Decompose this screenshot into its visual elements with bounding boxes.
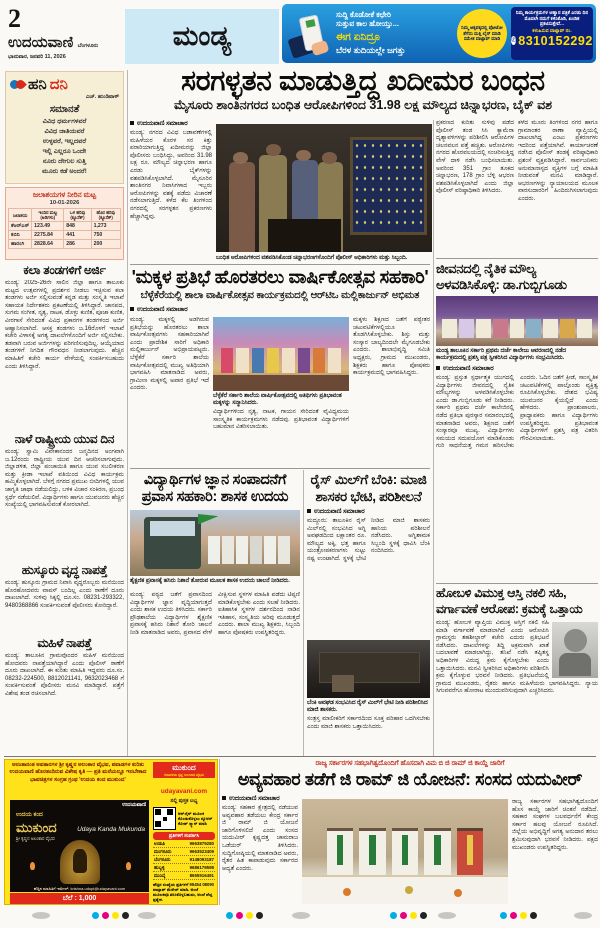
story5-caption: ಬೆಂಕಿ ಅವಘಡ ಸಂಭವಿಸಿದ ರೈಸ್ ಮಿಲ್‌ಗೆ ಭೇಟಿ ನೀಡಿ ಪರಿಶೀಲಿಸಿದ ಮಾಜಿ ಶಾಸಕರು. bbox=[307, 700, 428, 713]
story2-colD: ವಿದ್ಯಾರ್ಥಿಗಳಿಂದ ನೃತ್ಯ, ನಾಟಕ, ಗಾಯನ ಸೇರಿದಂತೆ ವೈವಿಧ್ಯಮಯ ಸಾಂಸ್ಕೃತಿಕ ಕಾರ್ಯಕ್ರಮಗಳು ನಡೆದವು. ಪ್ರತಿಭಾವಂತ ವಿದ್ಯಾರ್ಥಿಗಳಿಗೆ ಬಹುಮಾನ ವಿತರಿಸಲಾಯಿತು. bbox=[213, 409, 349, 431]
divider bbox=[219, 759, 220, 905]
mukunda-ad bbox=[4, 759, 218, 905]
list-item: ಬೆಂಗಳೂರು 9148093187 bbox=[154, 857, 214, 862]
left-news-headline-2: ನಾಳೆ ರಾಷ್ಟ್ರೀಯ ಯುವ ದಿನ bbox=[14, 432, 115, 446]
masthead-edition: ಬೆಂಗಳೂರು bbox=[77, 43, 99, 49]
left-news-body-1: ಮಂಡ್ಯ: 2025-26ನೇ ಸಾಲಿನ ಜಿಲ್ಲಾ ಹಾಗೂ ತಾಲೂಕು ಮಟ್ಟದ ಉತ್ಸವಗಳಲ್ಲಿ ಪ್ರದರ್ಶನ ನೀಡಲು ಇಚ್ಛಿಸುವ ಕಲಾ ತಂಡಗಳು ಅರ್ಜಿ ಸಲ್ಲಿಸುವಂತೆ ಕನ್ನಡ ಮತ್ತು ಸಂಸ್ಕೃತಿ ಇಲಾಖೆ ಸಹಾಯಕ ನಿರ್ದೇಶಕರು ಪ್ರಕಟಣೆಯಲ್ಲಿ ತಿಳಿಸಿದ್ದಾರೆ. ಜಾನಪದ, ಸುಗಮ ಸಂಗೀತ, ನೃತ್ಯ, ನಾಟಕ, ಡೊಳ್ಳು ಕುಣಿತ, ಪೂಜಾ ಕುಣಿತ, ವೀರಗಾಸೆ ಸೇರಿದಂತೆ ವಿವಿಧ ಪ್ರಕಾರಗಳ ತಂಡಗಳಿಂದ ಅರ್ಜಿ ಆಹ್ವಾನಿಸಲಾಗಿದೆ. ಆಸಕ್ತ ತಂಡಗಳು ಜ.16ರೊಳಗೆ ಇಲಾಖೆ ಕಚೇರಿ ವಿಳಾಸಕ್ಕೆ ಅಗತ್ಯ ದಾಖಲೆಗಳೊಂದಿಗೆ ಅರ್ಜಿ ಸಲ್ಲಿಸಬೇಕು. ತಡವಾಗಿ ಬರುವ ಅರ್ಜಿಗಳನ್ನು ಪರಿಗಣಿಸುವುದಿಲ್ಲ. ಆಯ್ಕೆಯಾದ ತಂಡಗಳಿಗೆ ನಿಗದಿತ ಗೌರವಧನ ನೀಡಲಾಗುವುದು. ಹೆಚ್ಚಿನ ಮಾಹಿತಿಗೆ ಕಚೇರಿ ಕಾರ್ಯ ವೇಳೆಯಲ್ಲಿ ಸಂಪರ್ಕಿಸಬಹುದು ಎಂದು ತಿಳಿಸಿದ್ದಾರೆ. bbox=[5, 280, 124, 370]
bottom-photo bbox=[302, 799, 508, 904]
top-ad-bubble: ನಿಮ್ಮ ಅಕ್ಕಪಕ್ಕದಲ್ಲಿ ಫೋಟೋ ತೆಗೆದು ಮತ್ತಿ ಲೈನ್ ಮಾಡಿ ಸಮೇತ ವಾಟ್ಸಾಪ್ ಮಾಡಿ bbox=[457, 9, 507, 58]
story5-headline: ರೈಸ್ ಮಿಲ್‌ಗೆ ಬೆಂಕಿ: ಮಾಜಿ ಶಾಸಕರ ಭೇಟಿ, ಪರಿಶೀಲನೆ bbox=[310, 472, 427, 504]
avail-site: udayavani.com bbox=[160, 788, 208, 795]
top-ad-right-label: ಕಳುಹಿಸುವ ವಾಟ್ಸಾಪ್ ನಂ. bbox=[532, 27, 572, 33]
hani-brand-black: ಹನಿ bbox=[28, 76, 47, 93]
divider bbox=[130, 468, 430, 469]
hani-brand-red: ದನಿ bbox=[49, 76, 68, 93]
story2-subhead: ಬೆಳ್ಳೆಕೆರೆಯಲ್ಲಿ ಶಾಲಾ ವಾರ್ಷಿಕೋತ್ಸವ ಕಾರ್ಯಕ್ರಮದಲ್ಲಿ ಆರ್‌ಟಿಒ ಮಲ್ಲಿಕಾರ್ಜುನ್ ಅಭಿಮತ bbox=[140, 290, 420, 301]
hani-dani-box bbox=[5, 71, 124, 184]
top-ad-line1: ಸುದ್ದಿ ಕೊಡೋಕೆ ಕಛೇರಿ bbox=[336, 10, 391, 19]
story3-body: ಮಂಡ್ಯ: ಪ್ರಸ್ತುತ ಸ್ಪರ್ಧಾತ್ಮಕ ಯುಗದಲ್ಲಿ ವಿದ್ಯಾರ್ಥಿಗಳು ಜೀವನದಲ್ಲಿ ನೈತಿಕ ಮೌಲ್ಯಗಳನ್ನು ಅಳವಡಿಸಿಕೊಳ್ಳಬೇಕು ಎಂದು ಡಾ.ಗುಬ್ಬಿಗೂಡು ಕರೆ ನೀಡಿದರು. ಸರ್ಕಾರಿ ಪ್ರಥಮ ದರ್ಜೆ ಕಾಲೇಜಿನಲ್ಲಿ ನಡೆದ ಪ್ರತಿಭಾ ಪುರಸ್ಕಾರ ಸಮಾರಂಭದಲ್ಲಿ ಮಾತನಾಡಿದ ಅವರು, ಶಿಕ್ಷಣದ ಜತೆಗೆ ಸಂಸ್ಕಾರವೂ ಮುಖ್ಯ. ವಿದ್ಯಾರ್ಥಿಗಳು ಸಮಯದ ಸದುಪಯೋಗ ಮಾಡಿಕೊಂಡು ಗುರಿ ಸಾಧನೆಯತ್ತ ಗಮನ ಹರಿಸಬೇಕು ಎಂದರು. ಓದಿನ ಜತೆಗೆ ಕ್ರೀಡೆ, ಸಾಂಸ್ಕೃತಿಕ ಚಟುವಟಿಕೆಗಳಲ್ಲಿ ಪಾಲ್ಗೊಂಡು ವ್ಯಕ್ತಿತ್ವ ರೂಪಿಸಿಕೊಳ್ಳಬೇಕು. ದೇಶದ ಭವಿಷ್ಯ ಯುವಜನರ ಕೈಯಲ್ಲಿದೆ ಎಂದು ಹೇಳಿದರು. ಪ್ರಾಂಶುಪಾಲರು, ಪ್ರಾಧ್ಯಾಪಕರು ಹಾಗೂ ವಿದ್ಯಾರ್ಥಿಗಳು ಉಪಸ್ಥಿತರಿದ್ದರು. ಪ್ರತಿಭಾವಂತ ವಿದ್ಯಾರ್ಥಿಗಳಿಗೆ ಪ್ರಶಸ್ತಿ ಪತ್ರ ವಿತರಿಸಿ ಗೌರವಿಸಲಾಯಿತು. bbox=[436, 375, 598, 450]
bottom-headline: ಅವ್ಯವಹಾರ ತಡೆಗೆ ಜಿ ರಾಮ್ ಜಿ ಯೋಜನೆ: ಸಂಸದ ಯದುವೀರ್ bbox=[237, 769, 583, 789]
bottom-byline: ಉದಯವಾಣಿ ಸಮಾಚಾರ bbox=[222, 795, 280, 803]
divider-bottom bbox=[4, 756, 596, 757]
avail-rest: ನಲ್ಲಿ ಪುಸ್ತಕ ಲಭ್ಯ bbox=[170, 798, 198, 804]
lead-col2: ಪ್ರಕರಣದ ಕುರಿತು ಸುಳಿವು ಪಡೆದ ಪೊಲೀಸ್ ತಂಡ ಸಿಸಿ ಕ್ಯಾಮೆರಾ ದೃಶ್ಯಾವಳಿಗಳನ್ನು ಪರಿಶೀಲಿಸಿ ಆರೋಪಿಗಳ ಚಲನವಲನ ಪತ್ತೆ ಹಚ್ಚಿತು. ಆರೋಪಿಗಳು ನಗರದ ಹೊರವಲಯದಲ್ಲಿ ಸಂಚರಿಸುತ್ತಿದ್ದ ವೇಳೆ ದಾಳಿ ನಡೆಸಿ ಬಂಧಿಸಲಾಯಿತು. ಅವರಿಂದ 351 ಗ್ರಾಂ ತೂಕದ ಚಿನ್ನಾಭರಣ, 178 ಗ್ರಾಂ ಬೆಳ್ಳಿ ಆಭರಣ ವಶಪಡಿಸಿಕೊಳ್ಳಲಾಗಿದೆ ಎಂದು ಜಿಲ್ಲಾ ಪೊಲೀಸ್ ವರಿಷ್ಠಾಧಿಕಾರಿ ತಿಳಿಸಿದರು. bbox=[436, 120, 514, 195]
bulk-note: ಹೆಚ್ಚಿನ ಸಂಖ್ಯೆಯ ಪ್ರತಿಗಳಿಗೆ 95454 08090 ವಾಟ್ಸಾಪ್ ಮೆಸೇಜ್ ಮಾಡಿ. ಅಂಚೆ ಮೂಲಕವೂ ತರಿಸಿಕೊಳ್ಳಬಹುದು, ಅಂಚೆ ವೆಚ್ಚ ಪ್ರತ್ಯೇಕ. bbox=[153, 882, 214, 902]
top-ad-banner bbox=[282, 4, 596, 63]
list-item: ಮಂಗಳೂರು 9663523409 bbox=[154, 849, 214, 854]
side-ad-sub: ಕರಾವಳಿಯ ಕೃಷ್ಣ ಅಲಂಕಾರ ವೈಭವ bbox=[164, 773, 204, 777]
story6-portrait-photo bbox=[552, 622, 598, 678]
left-news-headline-3: ಹುಸ್ಕೂರು ವೃದ್ಧ ನಾಪತ್ತೆ bbox=[21, 563, 108, 577]
masthead-date: ಭಾನುವಾರ, ಜನವರಿ 11, 2026 bbox=[8, 54, 66, 60]
mukunda-side-ad bbox=[153, 762, 215, 903]
masthead-title: ಉದಯವಾಣಿ bbox=[8, 34, 74, 51]
divider bbox=[130, 264, 430, 265]
poem-lines: ವಿವಿಧ ಧರ್ಮಗಳವರೆ ವಿವಿಧ ಜಾತಿಯವರೆ ಉಳ್ಳವರೆ, ಇಲ್ಲದವರೆ ಇಲ್ಲಿ ಎಲ್ಲರೂ ಒಂದೇ ನೂರು ದೇಗುಲ ಸುತ್ತಿ ಮೂರು ಕಡೆ ಅಂದರೆ! bbox=[42, 118, 87, 175]
left-news-body-3: ಮಂಡ್ಯ: ಹುಸ್ಕೂರು ಗ್ರಾಮದ ನಿವಾಸಿ ವೃದ್ಧರೊಬ್ಬರು ಮನೆಯಿಂದ ಹೊರಹೋದವರು ವಾಪಸ್ ಬಂದಿಲ್ಲ ಎಂದು ಠಾಣೆಗೆ ದೂರು ದಾಖಲಾಗಿದೆ. ಸುಳಿವು ಸಿಕ್ಕಲ್ಲಿ ದೂ.ಸಂ. 08231-293322, 9480368866 ಸಂಪರ್ಕಿಸುವಂತೆ ಪೊಲೀಸರು ಕೋರಿದ್ದಾರೆ. bbox=[5, 580, 124, 609]
lead-byline: ಉದಯವಾಣಿ ಸಮಾಚಾರ bbox=[130, 120, 188, 128]
water-table-title: ಜಲಾಶಯಗಳ ನೀರಿನ ಮಟ್ಟ bbox=[32, 190, 97, 199]
phone-hand-icon bbox=[288, 12, 332, 58]
deity-image bbox=[60, 840, 100, 884]
story5-body2: ಸಂತ್ರಸ್ತ ಮಾಲೀಕರಿಗೆ ಸರ್ಕಾರದಿಂದ ಸೂಕ್ತ ಪರಿಹಾರ ಒದಗಿಸಬೇಕು ಎಂದು ಮಾಜಿ ಶಾಸಕರು ಒತ್ತಾಯಿಸಿದರು. bbox=[307, 716, 430, 730]
divider-left-col bbox=[127, 70, 128, 756]
lamp-flame-icon bbox=[126, 862, 131, 870]
story2-headline: 'ಮಕ್ಕಳ ಪ್ರತಿಭೆ ಹೊರತರಲು ವಾರ್ಷಿಕೋತ್ಸವ ಸಹಕಾರಿ' bbox=[131, 267, 429, 287]
story2-photo bbox=[213, 317, 349, 391]
lead-col3: ಕಳೆದ ಮೂರು ತಿಂಗಳಿಂದ ನಗರ ಹಾಗೂ ಗ್ರಾಮಾಂತರ ಠಾಣಾ ವ್ಯಾಪ್ತಿಯಲ್ಲಿ ದಾಖಲಾಗಿದ್ದ ಎಂಟು ಪ್ರಕರಣಗಳು ಇದರಿಂದ ಪತ್ತೆಯಾಗಿವೆ. ಕಾರ್ಯಾಚರಣೆ ನಡೆಸಿದ ಪೊಲೀಸ್ ತಂಡಕ್ಕೆ ವರಿಷ್ಠಾಧಿಕಾರಿ ಪ್ರಶಂಸೆ ವ್ಯಕ್ತಪಡಿಸಿದ್ದಾರೆ. ಸಾರ್ವಜನಿಕರು ಅನುಮಾನಾಸ್ಪದ ವ್ಯಕ್ತಿಗಳ ಬಗ್ಗೆ ಮಾಹಿತಿ ನೀಡುವಂತೆ ಮನವಿ ಮಾಡಿದ್ದಾರೆ. ಆಭರಣಗಳನ್ನು ನ್ಯಾಯಾಲಯದ ಮೂಲಕ ವಾರಸುದಾರರಿಗೆ ಹಿಂದಿರುಗಿಸಲಾಗುವುದು ಎಂದರು. bbox=[518, 120, 598, 202]
lead-col1: ಮಂಡ್ಯ: ನಗರದ ವಿವಿಧ ಬಡಾವಣೆಗಳಲ್ಲಿ ಮಹಿಳೆಯರ ಕೊರಳ ಸರ ಕಿತ್ತು ಪರಾರಿಯಾಗುತ್ತಿದ್ದ ಖದೀಮರನ್ನು ಜಿಲ್ಲಾ ಪೊಲೀಸರು ಬಂಧಿಸಿದ್ದು, ಅವರಿಂದ 31.98 ಲಕ್ಷ ರೂ. ಮೌಲ್ಯದ ಚಿನ್ನಾಭರಣ ಹಾಗೂ ಎರಡು ಬೈಕ್‌ಗಳನ್ನು ವಶಪಡಿಸಿಕೊಳ್ಳಲಾಗಿದೆ. ಮೈಸೂರಿನ ಶಾಂತಿನಗರ ನಿವಾಸಿಗಳಾದ ಇಬ್ಬರು ಆರೋಪಿಗಳನ್ನು ವಶಕ್ಕೆ ಪಡೆದು ವಿಚಾರಣೆ ನಡೆಸಲಾಗುತ್ತಿದೆ. ಕಳೆದ ಕೆಲ ತಿಂಗಳಿಂದ ನಗರದಲ್ಲಿ ಸರಗಳ್ಳತನ ಪ್ರಕರಣಗಳು ಹೆಚ್ಚಾಗಿದ್ದವು. bbox=[130, 130, 212, 220]
price-strip: ಬೆಲೆ : 1,000 bbox=[10, 893, 149, 904]
story5-byline: ಉದಯವಾಣಿ ಸಮಾಚಾರ bbox=[307, 508, 365, 516]
list-item: ಮುಂಬೈ 8655916491 bbox=[154, 873, 214, 878]
top-ad-line3: ಈಗ ಏನಿದ್ರೂ bbox=[336, 31, 381, 43]
poster-sub: ಶ್ರೀ ಕೃಷ್ಣನ ಅಲಂಕಾರ ವೈಭವ bbox=[16, 836, 55, 841]
story3-byline: ಉದಯವಾಣಿ ಸಮಾಚಾರ bbox=[436, 365, 494, 373]
page-number: 2 bbox=[8, 4, 21, 33]
poster-title: ಮುಕುಂದ bbox=[16, 820, 57, 835]
story2-caption: ಬೆಳ್ಳೆಕೆರೆ ಸರ್ಕಾರಿ ಶಾಲೆಯ ವಾರ್ಷಿಕೋತ್ಸವದಲ್ಲಿ ಅತಿಥಿಗಳು ಪ್ರತಿಭಾವಂತ ಮಕ್ಕಳನ್ನು ಸನ್ಮಾನಿಸಿದರು. bbox=[213, 393, 342, 406]
list-item: ಉಡುಪಿ 9663879280 bbox=[154, 841, 214, 846]
left-news-headline-1: ಕಲಾ ತಂಡಗಳಿಗೆ ಅರ್ಜಿ bbox=[23, 263, 106, 277]
top-ad-right-text: ನಿಮ್ಮ ಕಾರ್ಯಕ್ರಮಗಳ ಆಹ್ವಾನ ಪತ್ರಿಕೆ ಎರಡು ದಿನ ಮೊದಲೇ ನಮಗೆ ಕಳಿಸಿಕೊಡಿ, ಖಂಡಿತ ಪ್ರಕಟಿಸುತ್ತೇವೆ... bbox=[515, 10, 589, 27]
masthead-block bbox=[8, 6, 123, 61]
story6-body-wrap: ಮಂಡ್ಯ: ಹೋಬಳಿ ವ್ಯಾಪ್ತಿಯ ವಿಮುಕ್ತ ಆಸ್ತಿಗೆ ನಕಲಿ ಸಹಿ ಮಾಡಿ ವರ್ಗಾವಣೆ ಮಾಡಲಾಗಿದೆ ಎಂದು ಆರೋಪಿಸಿ ಗ್ರಾಮಸ್ಥರು ತಹಶೀಲ್ದಾರ್ ಕಚೇರಿ ಎದುರು ಪ್ರತಿಭಟನೆ ನಡೆಸಿದರು. ದಾಖಲೆಗಳನ್ನು ತಿದ್ದಿ ಅಕ್ರಮವಾಗಿ ಖಾತೆ ಬದಲಾವಣೆ ಮಾಡಲಾಗಿದ್ದು, ತನಿಖೆ ನಡೆಸಿ ತಪ್ಪಿತಸ್ಥ ಅಧಿಕಾರಿಗಳ ವಿರುದ್ಧ ಕ್ರಮ ಕೈಗೊಳ್ಳಬೇಕು ಎಂದು ಒತ್ತಾಯಿಸಿದರು. ಮನವಿ ಸ್ವೀಕರಿಸಿದ ಅಧಿಕಾರಿಗಳು ಪರಿಶೀಲಿಸಿ ಕ್ರಮ ಕೈಗೊಳ್ಳುವ ಭರವಸೆ ನೀಡಿದರು. ಪ್ರತಿಭಟನೆಯಲ್ಲಿ ಗ್ರಾಮದ ಮುಖಂಡರು, ರೈತರು ಹಾಗೂ ಮಹಿಳೆಯರು ಭಾಗವಹಿಸಿದ್ದರು. ನ್ಯಾಯ ಸಿಗುವವರೆಗೂ ಹೋರಾಟ ಮುಂದುವರಿಸುವುದಾಗಿ ಎಚ್ಚರಿಸಿದರು. bbox=[436, 620, 598, 695]
left-news-headline-4: ಮಹಿಳೆ ನಾಪತ್ತೆ bbox=[37, 636, 92, 650]
top-ad-line2: ಸುತ್ತುವ ಕಾಲ ಹೋಯ್ತು... bbox=[336, 19, 399, 28]
contact-list bbox=[153, 840, 215, 880]
qr-code bbox=[153, 807, 176, 830]
table-row: ಕೆಆರ್‌ಎಸ್ 123.49 848 1,273 bbox=[9, 222, 121, 231]
droplet-icon bbox=[10, 80, 25, 89]
table-row: ಹಾರಂಗಿ 2828.64 286 200 bbox=[9, 240, 121, 249]
story2-colA: ಮಂಡ್ಯ: ಮಕ್ಕಳಲ್ಲಿ ಅಡಗಿರುವ ಪ್ರತಿಭೆಯನ್ನು ಹೊರತರಲು ಶಾಲಾ ವಾರ್ಷಿಕೋತ್ಸವಗಳು ಸಹಕಾರಿಯಾಗಿವೆ ಎಂದು ಪ್ರಾದೇಶಿಕ ಸಾರಿಗೆ ಅಧಿಕಾರಿ ಮಲ್ಲಿಕಾರ್ಜುನ್ ಅಭಿಪ್ರಾಯಪಟ್ಟರು. ಬೆಳ್ಳೆಕೆರೆ ಸರ್ಕಾರಿ ಶಾಲೆಯ ವಾರ್ಷಿಕೋತ್ಸವದಲ್ಲಿ ಮುಖ್ಯ ಅತಿಥಿಯಾಗಿ ಭಾಗವಹಿಸಿ ಮಾತನಾಡಿದ ಅವರು, ಗ್ರಾಮೀಣ ಮಕ್ಕಳಲ್ಲಿ ಅಪಾರ ಪ್ರತಿಭೆ ಇದೆ ಎಂದರು. bbox=[130, 317, 209, 392]
water-level-table bbox=[5, 187, 124, 260]
section-title: ಮಂಡ್ಯ bbox=[172, 20, 232, 51]
story4-caption: ಶೈಕ್ಷಣಿಕ ಪ್ರವಾಸಕ್ಕೆ ಹಸಿರು ನಿಶಾನೆ ತೋರುವ ಮೂಲಕ ಶಾಸಕ ಉದಯ ಚಾಲನೆ ನೀಡಿದರು. bbox=[130, 578, 290, 584]
story4-photo bbox=[130, 510, 300, 576]
left-news-body-4: ಮಂಡ್ಯ: ತಾಲೂಕಿನ ಗ್ರಾಮವೊಂದರ ಮಹಿಳೆ ಮನೆಯಿಂದ ಹೋದವರು ನಾಪತ್ತೆಯಾಗಿದ್ದಾರೆ ಎಂದು ಪೊಲೀಸ್ ಠಾಣೆಗೆ ದೂರು ದಾಖಲಾಗಿದೆ. ಈ ಕುರಿತು ಮಾಹಿತಿ ಇದ್ದವರು ದೂ.ಸಂ. 08232-224500, 8812021141, 9632023468 ಗೆ ಸಂಪರ್ಕಿಸುವಂತೆ ಪೊಲೀಸರು ಮನವಿ ಮಾಡಿದ್ದಾರೆ. ಪತ್ತೆಗೆ ವಿಶೇಷ ತಂಡ ರಚಿಸಲಾಗಿದೆ. bbox=[5, 653, 124, 697]
divider bbox=[436, 583, 598, 584]
poster-script: Udaya Kanda Mukunda bbox=[77, 826, 145, 833]
story5-photo bbox=[307, 640, 430, 698]
divider bbox=[436, 258, 598, 259]
poster-kicker: ಉದಯ ಕಂದ bbox=[16, 812, 43, 818]
poster-footer: ಹೆಚ್ಚಿನ ಮಾಹಿತಿಗೆ ಇಮೇಲ್: krishna.udupi@udayavani.com bbox=[33, 886, 126, 891]
story2-colC: ಮಕ್ಕಳು ಶಿಕ್ಷಣದ ಜತೆಗೆ ಪಠ್ಯೇತರ ಚಟುವಟಿಕೆಗಳಲ್ಲಿಯೂ ತೊಡಗಿಸಿಕೊಳ್ಳಬೇಕು. ಶಿಸ್ತು ಮತ್ತು ಸಂಸ್ಕಾರ ಬಾಲ್ಯದಿಂದಲೇ ಮೈಗೂಡಬೇಕು ಎಂದರು. ಶಾಲಾಭಿವೃದ್ಧಿ ಸಮಿತಿ ಅಧ್ಯಕ್ಷರು, ಗ್ರಾಮದ ಮುಖಂಡರು, ಶಿಕ್ಷಕರು ಹಾಗೂ ಪೋಷಕರು ಕಾರ್ಯಕ್ರಮದಲ್ಲಿ ಭಾಗವಹಿಸಿದ್ದರು. bbox=[353, 317, 430, 377]
story2-byline: ಉದಯವಾಣಿ ಸಮಾಚಾರ bbox=[130, 306, 188, 314]
lead-photo bbox=[216, 124, 432, 252]
poster-brand: ಉದಯವಾಣಿ bbox=[122, 802, 146, 808]
mukunda-ad-text: ಅನಂತಾನಂತ ಅವತಾರಗಳ ಶ್ರೀ ಕೃಷ್ಣನ ಅಲಂಕಾರ ವೈಭವ, ಪವಾಡಗಳ ಕುರಿತು ಉದಯವಾಣಿ ಹೊರತಂದಿರುವ ವಿಶೇಷ ಕೃತಿ — ಪ್ರತಿ ಮನೆಯಲ್ಲೂ ಇರಬೇಕಾದ ಭಾವಚಿತ್ರಗಳ ಸಂಗ್ರಹ ಗ್ರಂಥ 'ಉದಯ ಕಂದ ಮುಕುಂದ' bbox=[9, 762, 147, 783]
story4-headline: ವಿದ್ಯಾರ್ಥಿಗಳ ಜ್ಞಾನ ಸಂಪಾದನೆಗೆ ಪ್ರವಾಸ ಸಹಕಾರಿ: ಶಾಸಕ ಉದಯ bbox=[141, 472, 289, 505]
top-ad-right-box bbox=[511, 7, 593, 60]
bottom-kicker: ರಾಜ್ಯ ಸರ್ಕಾರಗಳ ಸಹಭಾಗಿತ್ವದೊಂದಿಗೆ ಹೊಸದಾಗಿ ವಿಮ ಬಿ ಜಿ ರಾಮ್ ಜಿ ಕಾಯ್ದೆ ಜಾರಿಗೆ bbox=[315, 760, 505, 767]
side-ad-title: ಮುಕುಂದ bbox=[172, 763, 196, 772]
story3-photo bbox=[436, 296, 598, 346]
lamp-flame-icon bbox=[30, 862, 35, 870]
story5-body1: ಮದ್ದೂರು: ತಾಲೂಕಿನ ರೈಸ್ ಮಿಲ್‌ನಲ್ಲಿ ಸಂಭವಿಸಿದ ಅಗ್ನಿ ಅವಘಡದಿಂದ ಲಕ್ಷಾಂತರ ರೂ. ಮೌಲ್ಯದ ಅಕ್ಕಿ, ಭತ್ತ ಹಾಗೂ ಯಂತ್ರೋಪಕರಣಗಳು ಸುಟ್ಟು ನಷ್ಟ ಉಂಟಾಗಿದೆ. ಸ್ಥಳಕ್ಕೆ ಭೇಟಿ ನೀಡಿದ ಮಾಜಿ ಶಾಸಕರು ಹಾನಿಯ ಪರಿಶೀಲನೆ ನಡೆಸಿದರು. ಅಗ್ನಿಶಾಮಕ ಸಿಬ್ಬಂದಿ ಸ್ಥಳಕ್ಕೆ ಧಾವಿಸಿ ಬೆಂಕಿ ನಂದಿಸಿದರು. bbox=[307, 518, 430, 562]
bottom-colB: ರಾಜ್ಯ ಸರ್ಕಾರಗಳ ಸಹಭಾಗಿತ್ವದೊಂದಿಗೆ ಹೊಸ ಕಾಯ್ದೆ ಜಾರಿಗೆ ಚಿಂತನೆ ನಡೆದಿದೆ. ಸಹಕಾರ ಸಂಘಗಳ ಬಲವರ್ಧನೆಗೆ ಕೇಂದ್ರ ಸರ್ಕಾರ ಹಲವು ಯೋಜನೆ ರೂಪಿಸಿದೆ. ಜಿಲ್ಲೆಯ ಅಭಿವೃದ್ಧಿಗೆ ಅಗತ್ಯ ಅನುದಾನ ತರಲು ಶ್ರಮಿಸುವುದಾಗಿ ಭರವಸೆ ನೀಡಿದರು. ಪಕ್ಷದ ಮುಖಂಡರು ಉಪಸ್ಥಿತರಿದ್ದರು. bbox=[512, 799, 598, 851]
cmyk-marks bbox=[500, 912, 537, 919]
top-ad-phone: 8310152292 bbox=[518, 33, 593, 48]
whatsapp-icon: ✆ bbox=[511, 38, 517, 45]
lead-photo-caption: ಬಂಧಿತ ಆರೋಪಿಗಳಿಂದ ವಶಪಡಿಸಿಕೊಂಡ ಚಿನ್ನಾಭರಣಗಳೊಂದಿಗೆ ಪೊಲೀಸ್ ಅಧಿಕಾರಿಗಳು ಮತ್ತು ಸಿಬ್ಬಂದಿ. bbox=[216, 255, 408, 261]
list-item: ಹುಬ್ಬಳ್ಳಿ 9686179598 bbox=[154, 865, 214, 870]
story6-headline: ಹೋಬಳಿ ವಿಮುಕ್ತ ಆಸ್ತಿ ನಕಲಿ ಸಹಿ, ವರ್ಗಾವಣೆ ಆರೋಪ: ಕ್ರಮಕ್ಕೆ ಒತ್ತಾಯ bbox=[436, 586, 583, 616]
story4-body: ಮಂಡ್ಯ: ಪಠ್ಯದ ಜತೆಗೆ ಪ್ರವಾಸದಿಂದ ವಿದ್ಯಾರ್ಥಿಗಳ ಜ್ಞಾನ ವೃದ್ಧಿಯಾಗುತ್ತದೆ ಎಂದು ಶಾಸಕ ಉದಯ ತಿಳಿಸಿದರು. ಸರ್ಕಾರಿ ಪ್ರೌಢಶಾಲೆಯ ವಿದ್ಯಾರ್ಥಿಗಳ ಶೈಕ್ಷಣಿಕ ಪ್ರವಾಸಕ್ಕೆ ಹಸಿರು ನಿಶಾನೆ ತೋರಿ ಚಾಲನೆ ನೀಡಿ ಮಾತನಾಡಿದ ಅವರು, ಪ್ರವಾಸದ ವೇಳೆ ವೀಕ್ಷಿಸುವ ಸ್ಥಳಗಳ ಮಾಹಿತಿ ಪಡೆದು ಟಿಪ್ಪಣಿ ಮಾಡಿಕೊಳ್ಳಬೇಕು ಎಂದು ಸಲಹೆ ನೀಡಿದರು. ಐತಿಹಾಸಿಕ ಸ್ಥಳಗಳ ದರ್ಶನದಿಂದ ನಾಡಿನ ಇತಿಹಾಸ, ಸಂಸ್ಕೃತಿಯ ಅರಿವು ಮೂಡುತ್ತದೆ ಎಂದರು. ಶಾಲಾ ಮುಖ್ಯ ಶಿಕ್ಷಕರು, ಸಿಬ್ಬಂದಿ ಹಾಗೂ ಪೋಷಕರು ಉಪಸ್ಥಿತರಿದ್ದರು. bbox=[130, 592, 300, 636]
table-row: ಕಬಿನಿ 2275.84 441 750 bbox=[9, 231, 121, 240]
contact-header: ಪ್ರತಿಗಳಿಗೆ ಸಂಪರ್ಕಿಸಿ bbox=[153, 832, 215, 840]
hani-author: ಎಚ್. ಹುಂಡಿವಾಳ್ bbox=[85, 94, 119, 100]
story3-caption: ಮಂಡ್ಯ ತಾಲೂಕಿನ ಸರ್ಕಾರಿ ಪ್ರಥಮ ದರ್ಜೆ ಕಾಲೇಜು ಆವರಣದಲ್ಲಿ ನಡೆದ ಕಾರ್ಯಕ್ರಮದಲ್ಲಿ ಪ್ರಶಸ್ತಿ ಪತ್ರ ಸ್ವೀಕರಿಸಿದ ವಿದ್ಯಾರ್ಥಿಗಳು ಸಂಭ್ರಮಿಸಿದರು. bbox=[436, 348, 567, 361]
cmyk-marks bbox=[92, 912, 129, 919]
poem-title: ಸಮಾನತೆ bbox=[49, 104, 80, 115]
lead-headline: ಸರಗಳ್ಳತನ ಮಾಡುತ್ತಿದ್ದ ಖದೀಮರ ಬಂಧನ bbox=[181, 65, 545, 96]
section-banner bbox=[125, 9, 279, 64]
cmyk-marks bbox=[390, 912, 427, 919]
lead-subhead: ಮೈಸೂರು ಶಾಂತಿನಗರದ ಬಂಧಿತ ಆರೋಪಿಗಳಿಂದ 31.98 ಲಕ್ಷ ಮೌಲ್ಯದ ಚಿನ್ನಾಭರಣ, ಬೈಕ್ ವಶ bbox=[173, 98, 553, 112]
water-table-date: 10-01-2026 bbox=[49, 200, 80, 206]
left-news-body-2: ಮಂಡ್ಯ: ಸ್ವಾಮಿ ವಿವೇಕಾನಂದರ ಜನ್ಮದಿನದ ಅಂಗವಾಗಿ ಜ.12ರಂದು ರಾಷ್ಟ್ರೀಯ ಯುವ ದಿನ ಆಚರಿಸಲಾಗುವುದು. ಜಿಲ್ಲಾಡಳಿತ, ಜಿಲ್ಲಾ ಪಂಚಾಯಿತಿ ಹಾಗೂ ಯುವ ಸಬಲೀಕರಣ ಮತ್ತು ಕ್ರೀಡಾ ಇಲಾಖೆ ವತಿಯಿಂದ ವಿವಿಧ ಕಾರ್ಯಕ್ರಮ ಹಮ್ಮಿಕೊಳ್ಳಲಾಗಿದೆ. ಬೆಳಗ್ಗೆ ನಗರದ ಪ್ರಮುಖ ಬೀದಿಗಳಲ್ಲಿ ಯುವ ಜಾಗೃತಿ ಜಾಥಾ ನಡೆಯಲಿದ್ದು, ಬಳಿಕ ವಿಚಾರ ಸಂಕಿರಣ, ಪ್ರಬಂಧ ಸ್ಪರ್ಧೆ ನಡೆಯಲಿವೆ. ವಿದ್ಯಾರ್ಥಿಗಳು ಹಾಗೂ ಯುವಜನರು ಹೆಚ್ಚಿನ ಸಂಖ್ಯೆಯಲ್ಲಿ ಭಾಗವಹಿಸುವಂತೆ ಕೋರಲಾಗಿದೆ. bbox=[5, 449, 124, 509]
water-table: ಜಲಾಶಯ ಇಂದಿನ ಮಟ್ಟ (ಅಡಿಗಳು) ಒಳ ಹರಿವು (ಕ್ಯೂಸೆಕ್) ಹೊರ ಹರಿವು (ಕ್ಯೂಸೆಕ್) ಕೆಆರ್‌ಎಸ್ 123.49 848 1,273 ಕಬಿನಿ 2275.84 441 750 ಹಾರಂಗಿ 2828.64 286 200 bbox=[8, 208, 121, 249]
story3-headline: ಜೀವನದಲ್ಲಿ ನೈತಿಕ ಮೌಲ್ಯ ಅಳವಡಿಸಿಕೊಳ್ಳಿ: ಡಾ.ಗುಬ್ಬಿಗೂಡು bbox=[436, 261, 567, 292]
divider-right-col bbox=[433, 120, 434, 756]
cmyk-marks bbox=[226, 912, 263, 919]
top-ad-line4: ಬೆರಳ ತುದಿಯಲ್ಲೇ ಜಗತ್ತು bbox=[336, 45, 406, 55]
qr-note: ಆನ್‌ಲೈನ್ ಮೂಲಕ ಕೊಂಡುಕೊಳ್ಳಲು ಕ್ಯೂಆರ್ ಕೋಡ್ ಸ್ಕ್ಯಾನ್ ಮಾಡಿ bbox=[178, 811, 213, 826]
bottom-colA: ಮಂಡ್ಯ: ಸಹಕಾರ ಕ್ಷೇತ್ರದಲ್ಲಿ ನಡೆಯುವ ಅವ್ಯವಹಾರ ತಡೆಯಲು ಕೇಂದ್ರ ಸರ್ಕಾರ ಜಿ ರಾಮ್ ಜಿ ಯೋಜನೆ ಜಾರಿಗೊಳಿಸಲಿದೆ ಎಂದು ಸಂಸದ ಯದುವೀರ್ ಕೃಷ್ಣದತ್ತ ಚಾಮರಾಜ ಒಡೆಯರ್ ತಿಳಿಸಿದರು. ಸುದ್ದಿಗೋಷ್ಠಿಯಲ್ಲಿ ಮಾತನಾಡಿದ ಅವರು, ರೈತರ ಹಿತ ಕಾಪಾಡುವುದು ಸರ್ಕಾರದ ಆದ್ಯತೆ ಎಂದರು. bbox=[222, 805, 298, 872]
mukunda-poster bbox=[10, 800, 149, 892]
divider bbox=[303, 470, 304, 756]
